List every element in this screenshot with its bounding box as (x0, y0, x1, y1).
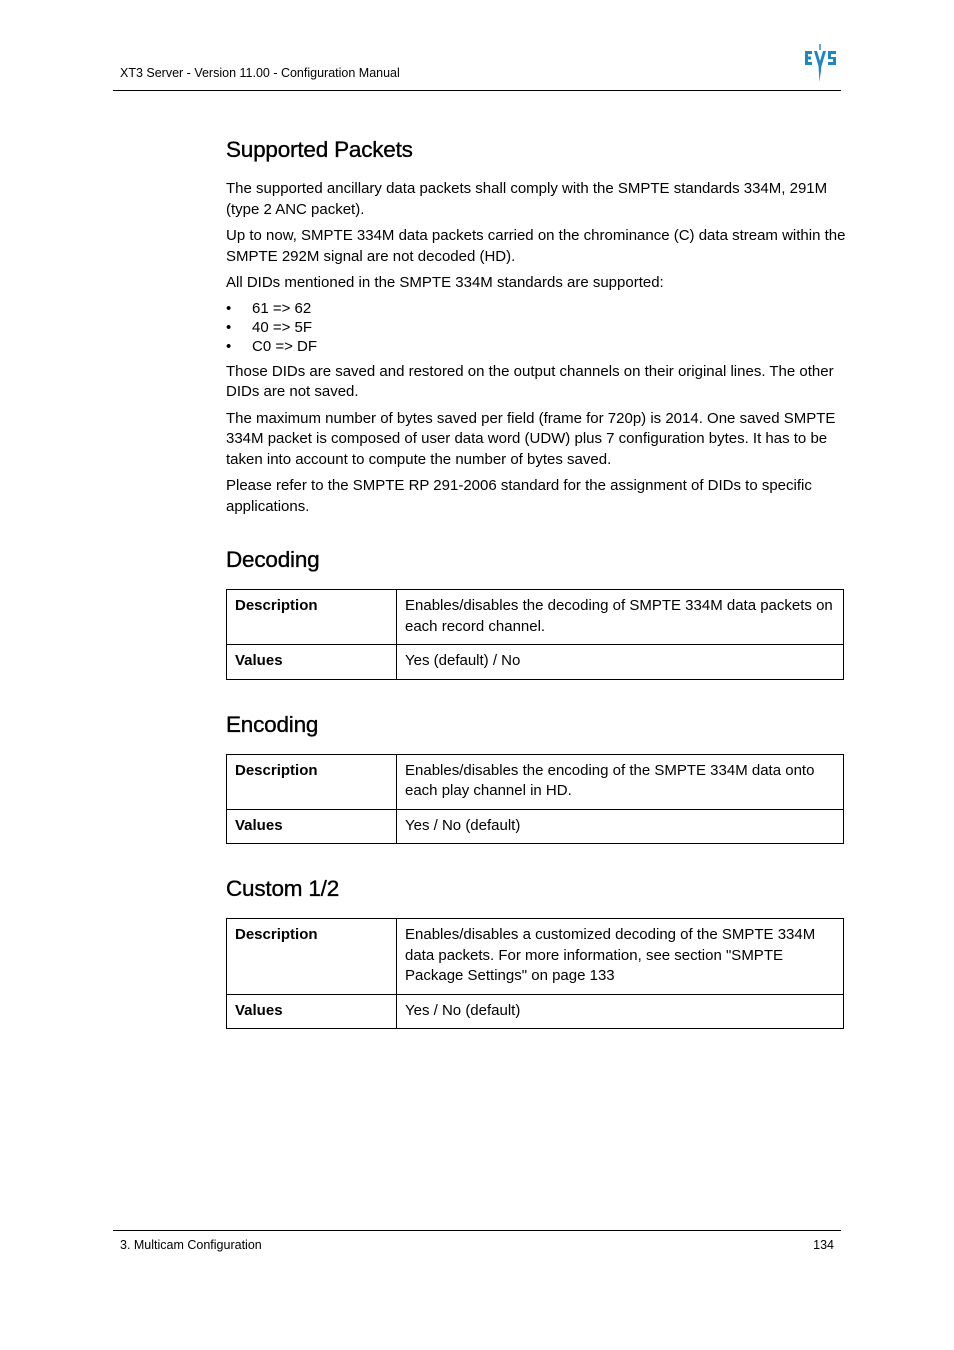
table-value: Yes (default) / No (397, 645, 844, 680)
custom-table (226, 918, 844, 1029)
list-item: • C0 => DF (226, 337, 846, 356)
paragraph: All DIDs mentioned in the SMPTE 334M standards are supported: (226, 274, 664, 291)
page-number: 134 (813, 1238, 834, 1252)
table-key: Description (227, 919, 397, 995)
table-value: Yes / No (default) (397, 994, 844, 1029)
paragraph: Please refer to the SMPTE RP 291-2006 standard for the assignment of DIDs to specific applications. (226, 477, 812, 515)
table-value: Yes / No (default) (397, 809, 844, 844)
evs-logo (803, 42, 839, 84)
table-row (227, 919, 844, 995)
paragraph: The supported ancillary data packets shall comply with the SMPTE standards 334M, 291M (type 2 ANC packet). (226, 180, 828, 218)
encoding-table (226, 754, 844, 845)
paragraph: Those DIDs are saved and restored on the output channels on their original lines. The other DIDs are not saved. (226, 362, 834, 400)
table-row (227, 809, 844, 844)
list-item: • 40 => 5F (226, 318, 846, 337)
table-key: Values (227, 645, 397, 680)
table-row (227, 590, 844, 645)
decoding-table (226, 589, 844, 680)
table-value: Enables/disables a customized decoding of the SMPTE 334M data packets. For more information, see section "SMPTE Package Settings" on page 133 (397, 919, 844, 995)
table-key: Values (227, 809, 397, 844)
did-list (226, 299, 846, 356)
supported-packets-heading: Supported Packets (226, 137, 413, 162)
footer-section: 3. Multicam Configuration (120, 1238, 262, 1252)
table-value: Enables/disables the decoding of SMPTE 334M data packets on each record channel. (397, 590, 844, 645)
custom-heading: Custom 1/2 (226, 876, 340, 901)
decoding-heading: Decoding (226, 547, 320, 572)
table-row (227, 754, 844, 809)
table-key: Values (227, 994, 397, 1029)
paragraph: The maximum number of bytes saved per field (frame for 720p) is 2014. One saved SMPTE 334M packet is composed of user data word (UDW) plus 7 configuration bytes. It has to be taken into account to compute the number of bytes saved. (226, 409, 836, 468)
encoding-heading: Encoding (226, 711, 319, 737)
header-rule (113, 90, 841, 91)
table-key: Description (227, 754, 397, 809)
table-row (227, 645, 844, 680)
main-content (226, 137, 846, 1029)
list-item: • 61 => 62 (226, 299, 846, 318)
table-value: Enables/disables the encoding of the SMPTE 334M data onto each play channel in HD. (397, 754, 844, 809)
header-title: XT3 Server - Version 11.00 - Configuration Manual (120, 66, 400, 80)
table-row (227, 994, 844, 1029)
footer-rule (113, 1230, 841, 1231)
paragraph: Up to now, SMPTE 334M data packets carried on the chrominance (C) data stream within the SMPTE 292M signal are not decoded (HD). (226, 227, 846, 265)
table-key: Description (227, 590, 397, 645)
